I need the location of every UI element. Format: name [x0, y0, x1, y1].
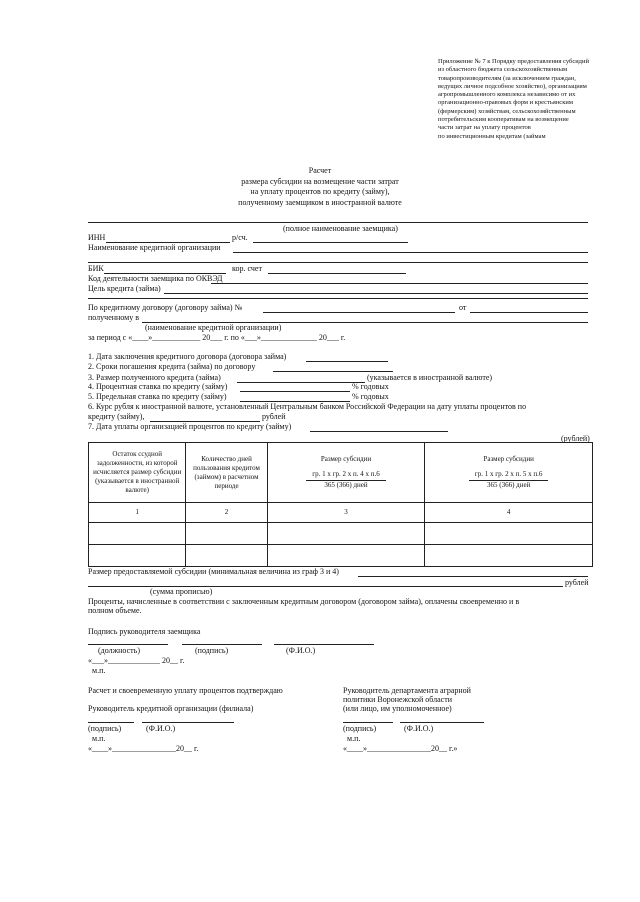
bank-name-label: Наименование кредитной организации [88, 243, 221, 252]
item-1-label: 1. Дата заключения кредитного договора (договора займа) [88, 352, 287, 361]
bank-date[interactable]: «____»________________20__ г. [88, 744, 199, 753]
annex-line: агропромышленного комплекса независимо от их [438, 91, 576, 99]
provided-label: Размер предоставляемой субсидии (минимальная величина из граф 3 и 4) [88, 567, 339, 576]
annex-line: (фермерским) хозяйствам, сельскохозяйственным [438, 107, 576, 115]
col-2-header: Количество дней пользования кредитом (займом) в расчетном периоде [186, 443, 267, 503]
annex-line: потребительским кооперативам на возмещение [438, 116, 569, 124]
table-number-row [89, 503, 593, 523]
agreement-date-field[interactable] [470, 312, 588, 313]
col-4-header [425, 443, 593, 503]
col-4-denominator: 365 (366) дней [486, 481, 531, 489]
item-5-unit: % годовых [352, 392, 389, 401]
dept-sign-field[interactable] [343, 722, 393, 723]
borrower-position-field[interactable] [88, 644, 168, 645]
purpose-field-2[interactable] [88, 298, 588, 299]
table-cell[interactable] [425, 523, 593, 545]
item-4-label: 4. Процентная ставка по кредиту (займу) [88, 382, 228, 391]
document-title [0, 166, 640, 208]
agreement-number-field[interactable] [263, 312, 455, 313]
bank-fio-hint: (Ф.И.О.) [146, 724, 176, 733]
item-3-note: (указывается в иностранной валюте) [367, 373, 493, 382]
item-2-field[interactable] [273, 371, 393, 372]
bank-name-field-2[interactable] [88, 262, 588, 263]
col-3-header [267, 443, 425, 503]
bank-fio-field[interactable] [142, 722, 234, 723]
title-line: размера субсидии на возмещение части затрат [241, 176, 399, 186]
col-1-number: 1 [89, 503, 186, 523]
item-7-field[interactable] [310, 431, 448, 432]
annex-line: по инвестиционным кредитам (займам [438, 132, 546, 140]
interest-statement: Проценты, начисленные в соответствии с заключенным кредитным договором (договором займа), оплачены своевременно и в [88, 597, 520, 606]
okved-field[interactable] [211, 283, 588, 284]
dept-title-1: Руководитель департамента аграрной [343, 686, 471, 695]
col-3-denominator: 365 (366) дней [324, 481, 368, 489]
col-3-formula: гр. 1 х гр. 2 х п. 4 х п.6 [306, 470, 385, 481]
annex-line: организационно-правовых форм и крестьянским [438, 99, 573, 107]
title-line: Расчет [308, 166, 332, 175]
dept-title-2: политики Воронежской области [343, 695, 452, 704]
col-4-number: 4 [425, 503, 593, 523]
kor-field[interactable] [268, 273, 406, 274]
borrower-name-field[interactable] [88, 222, 588, 223]
title-line: на уплату процентов по кредиту (займу), [250, 187, 390, 196]
item-6-unit: рублей [262, 412, 286, 421]
okved-label: Код деятельности заемщика по ОКВЭД [88, 274, 223, 283]
bank-confirm-text: Расчет и своевременную уплату процентов подтверждаю [88, 686, 283, 695]
annex-line: Приложение № 7 к Порядку предоставления субсидий [438, 58, 589, 65]
table-row[interactable] [89, 523, 593, 545]
table-cell[interactable] [186, 523, 267, 545]
item-5-label: 5. Предельная ставка по кредиту (займу) [88, 392, 227, 401]
bank-stamp-label: м.п. [92, 734, 106, 743]
item-4-unit: % годовых [352, 382, 389, 391]
annex-line: части затрат на уплату процентов [438, 124, 531, 132]
col-2-number: 2 [186, 503, 267, 523]
borrower-sign-title: Подпись руководителя заемщика [88, 627, 201, 636]
rs-field[interactable] [253, 242, 408, 243]
dept-stamp-label: м.п. [347, 734, 361, 743]
item-6-label-2: кредиту (займу), [88, 412, 145, 421]
inn-label: ИНН [88, 233, 106, 242]
annex-line: ведущих личное подсобное хозяйство), организациям [438, 82, 587, 90]
table-cell[interactable] [186, 545, 267, 567]
currency-label: (рублей) [561, 434, 590, 443]
subsidy-table [88, 442, 593, 567]
borrower-stamp-label: м.п. [92, 666, 106, 675]
bank-sign-hint: (подпись) [88, 724, 122, 733]
purpose-label: Цель кредита (займа) [88, 284, 161, 293]
borrower-date[interactable]: «___»_____________ 20__ г. [88, 656, 185, 665]
table-cell[interactable] [425, 545, 593, 567]
item-3-label: 3. Размер полученного кредита (займа) [88, 373, 221, 382]
borrower-position-hint: (должность) [98, 646, 140, 655]
received-label: полученному в [88, 313, 139, 322]
dept-title-3: (или лицо, им уполномоченное) [343, 704, 452, 713]
table-cell[interactable] [89, 545, 186, 567]
table-cell[interactable] [267, 545, 425, 567]
bank-name-field[interactable] [233, 252, 588, 253]
kor-label: кор. счет [232, 264, 262, 273]
rs-label: р/сч. [232, 233, 248, 242]
bank-head-label: Руководитель кредитной организации (филиала) [88, 704, 254, 713]
interest-statement-2: полном объеме. [88, 606, 142, 615]
dept-date[interactable]: «____»________________20__ г.» [343, 744, 458, 753]
borrower-fio-field[interactable] [274, 644, 374, 645]
table-cell[interactable] [267, 523, 425, 545]
annex-line: товаропроизводителям (за исключением граждан, [438, 74, 576, 82]
table-row[interactable] [89, 545, 593, 567]
annex-header [438, 58, 618, 141]
purpose-field[interactable] [164, 293, 588, 294]
title-line: полученному заемщиком в иностранной валюте [238, 197, 402, 207]
item-6-label: 6. Курс рубля к иностранной валюте, установленный Центральным банком Российской Федерации на дату уплаты процентов по [88, 402, 527, 411]
col-4-title: Размер субсидии [483, 455, 534, 463]
dept-fio-hint: (Ф.И.О.) [404, 724, 434, 733]
item-4-field[interactable] [240, 391, 350, 392]
words-hint: (сумма прописью) [150, 587, 213, 596]
borrower-fio-hint: (Ф.И.О.) [286, 646, 316, 655]
col-3-number: 3 [267, 503, 425, 523]
table-header-row [89, 443, 593, 503]
item-2-label: 2. Сроки погашения кредита (займа) по договору [88, 362, 256, 371]
borrower-sign-field[interactable] [182, 644, 262, 645]
borrower-sign-hint: (подпись) [195, 646, 229, 655]
rub-label: рублей [565, 578, 589, 587]
agreement-from-label: от [459, 303, 467, 312]
table-cell[interactable] [89, 523, 186, 545]
col-1-header: Остаток ссудной задолженности, из которой исчисляется размер субсидии (указывается в иностранной валюте) [89, 443, 186, 503]
item-7-label: 7. Дата уплаты организацией процентов по кредиту (займу) [88, 422, 292, 431]
borrower-name-hint: (полное наименование заемщика) [283, 224, 398, 233]
dept-fio-field[interactable] [400, 722, 484, 723]
provided-field[interactable] [358, 576, 588, 577]
item-1-field[interactable] [306, 361, 388, 362]
col-3-title: Размер субсидии [320, 455, 372, 463]
bank-sign-field[interactable] [88, 722, 134, 723]
agreement-label: По кредитному договору (договору займа) № [88, 303, 243, 312]
annex-line: из областного бюджета сельскохозяйственным [438, 66, 568, 74]
col-4-formula: гр. 1 х гр. 2 х п. 5 х п.6 [469, 470, 548, 481]
bank-hint: (наименование кредитной организации) [145, 323, 282, 332]
bik-label: БИК [88, 264, 104, 273]
period-line[interactable]: за период с «____»____________ 20___ г. по «___»______________ 20___ г. [88, 333, 346, 342]
dept-sign-hint: (подпись) [343, 724, 377, 733]
item-3-field[interactable] [237, 382, 365, 383]
